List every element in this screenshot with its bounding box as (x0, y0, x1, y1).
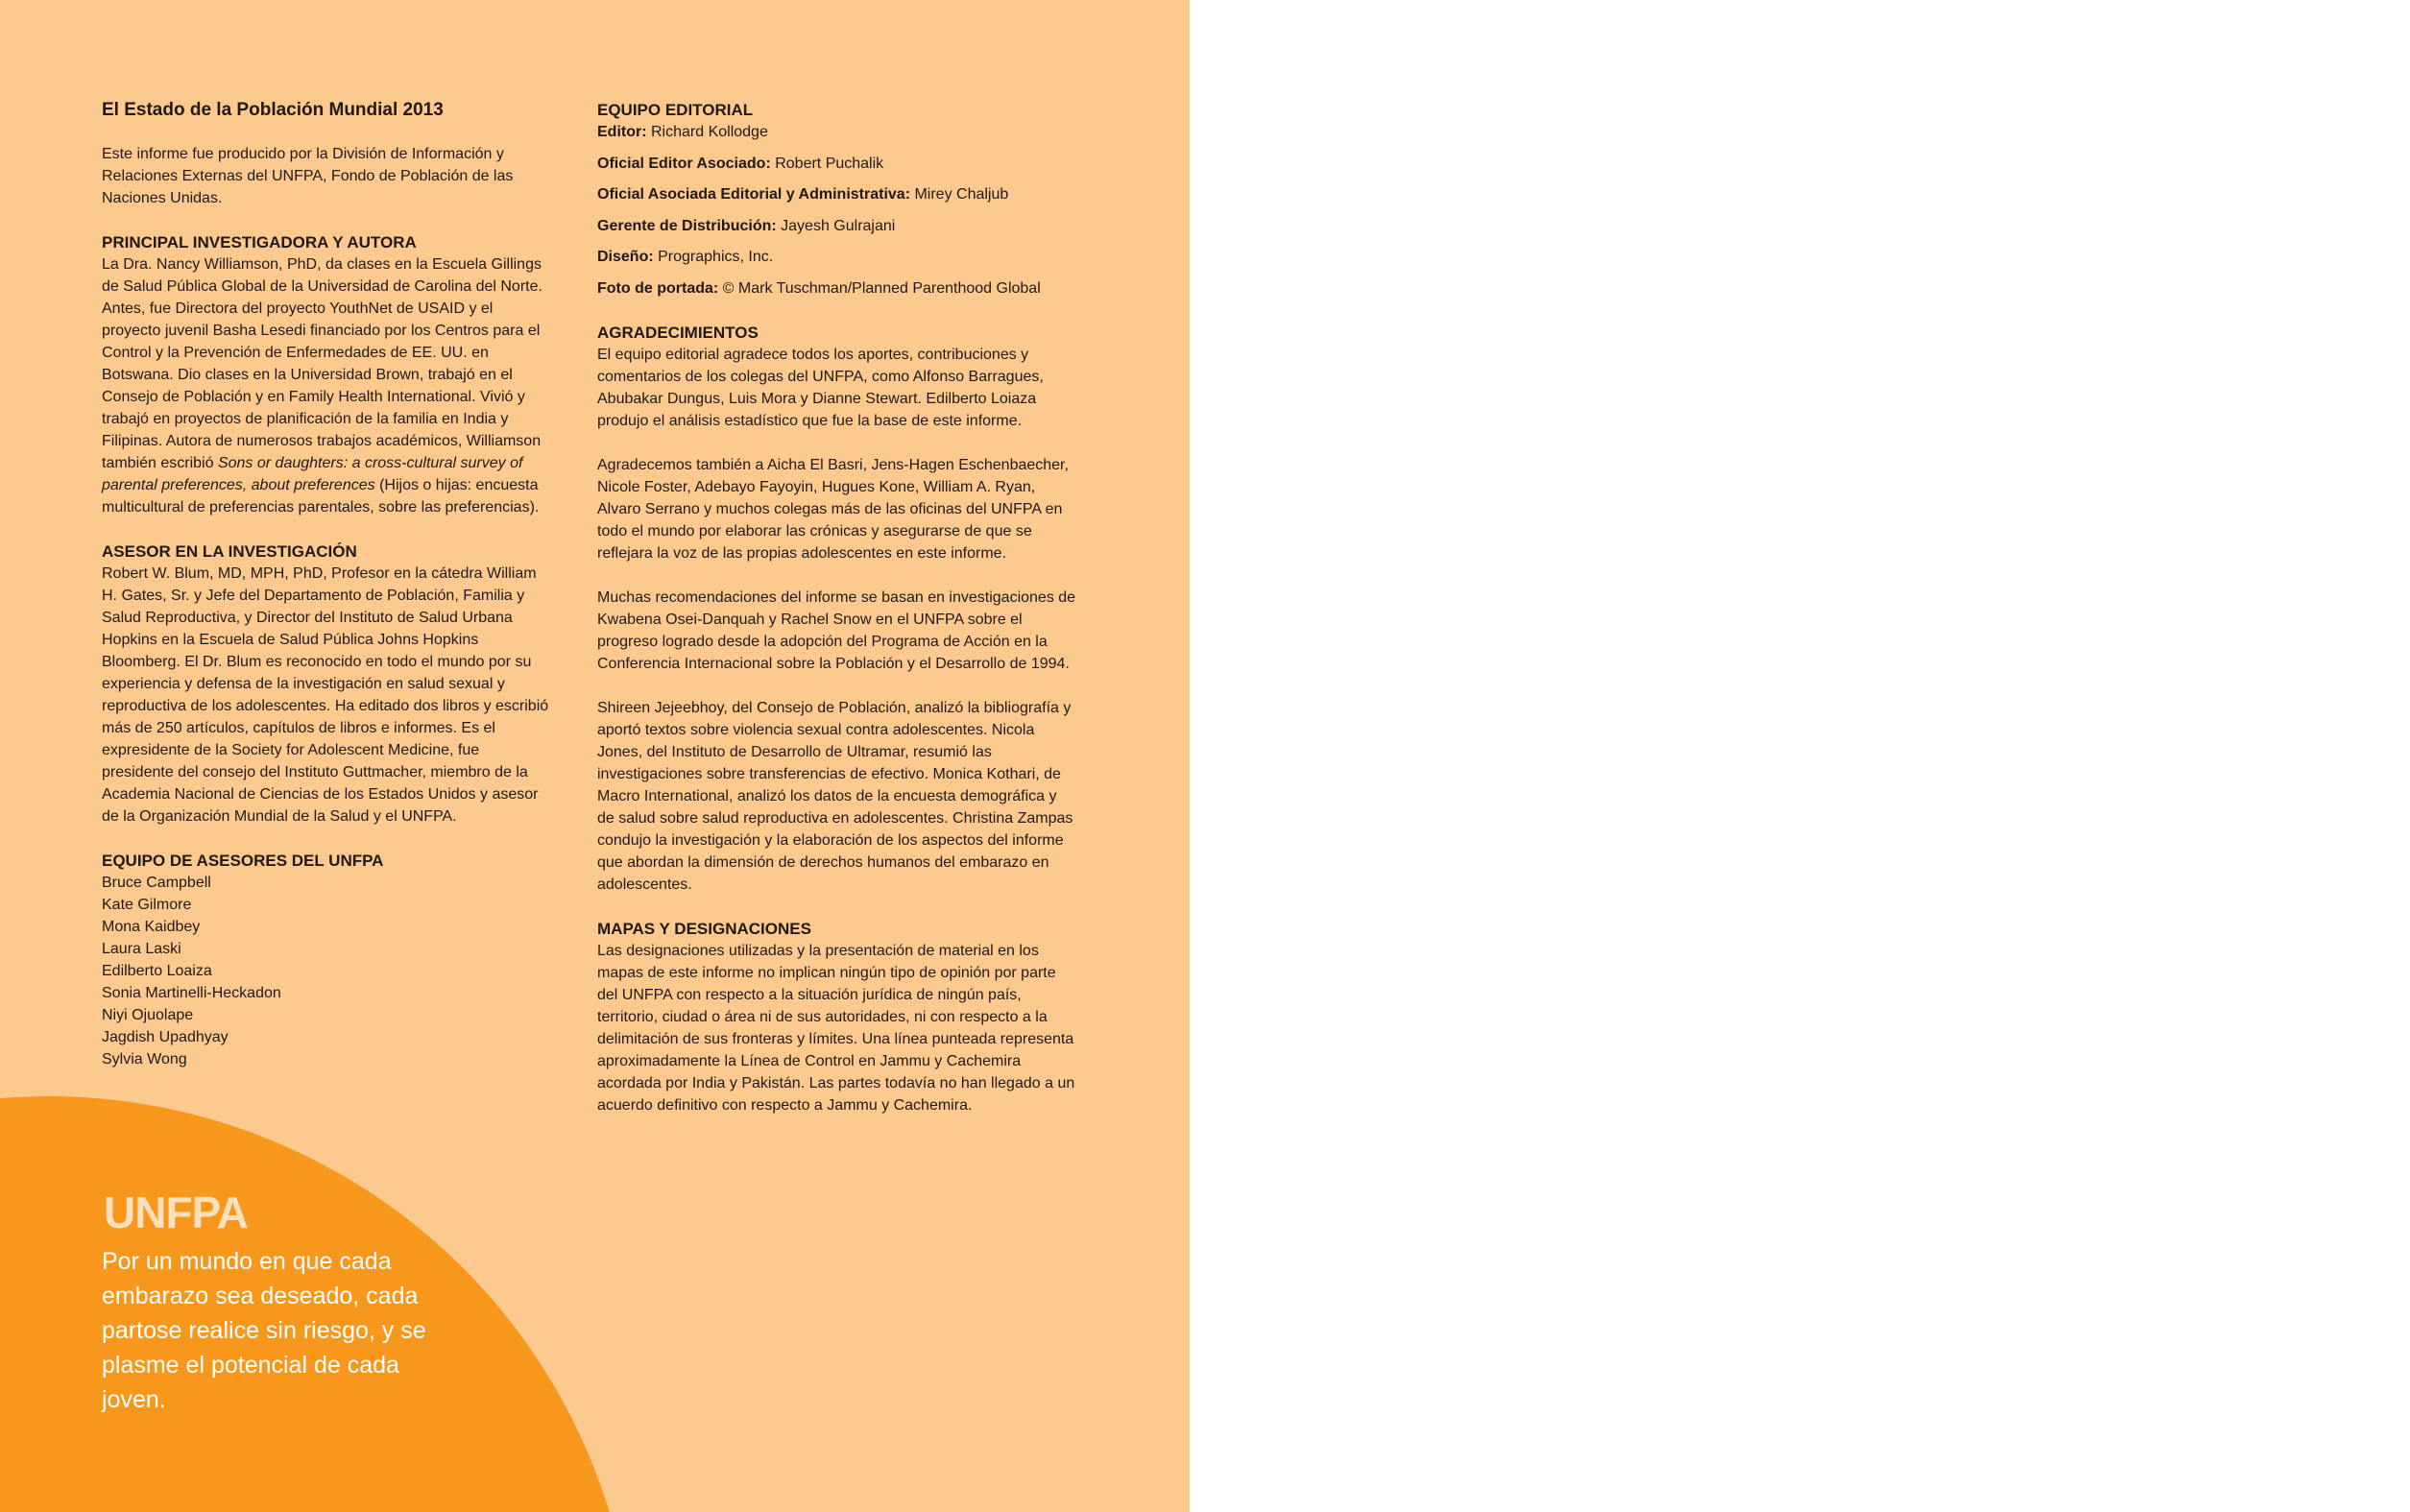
list-item: Jagdish Upadhyay (102, 1029, 229, 1045)
advisors-team-heading: EQUIPO DE ASESORES DEL UNFPA (102, 852, 384, 870)
credit-role: Oficial Asociada Editorial y Administrativa: (597, 186, 911, 203)
credit-line (597, 121, 1077, 143)
credit-line (597, 153, 1077, 175)
advisor-bio: Robert W. Blum, MD, MPH, PhD, Profesor en la cátedra William H. Gates, Sr. y Jefe del Departamento de Población, Familia y Salud Reproductiva, y Director del Instituto de Salud Urbana Hopkins en la Escuela de Salud Pública Johns Hopkins Bloomberg. El Dr. Blum es reconocido en todo el mundo por su experiencia y defensa de la investigación en salud sexual y reproductiva de los adolescentes. Ha editado dos libros y escribió más de 250 artículos, capítulos de libros e informes. Es el expresidente de la Society for Adolescent Medicine, fue presidente del consejo del Instituto Guttmacher, miembro de la Academia Nacional de Ciencias de los Estados Unidos y asesor de la Organización Mundial de la Salud y el UNFPA. (102, 565, 549, 825)
credit-role: Foto de portada: (597, 279, 719, 297)
list-item: Mona Kaidbey (102, 919, 201, 935)
credit-role: Editor: (597, 124, 647, 140)
maps-heading: MAPAS Y DESIGNACIONES (597, 919, 811, 938)
acknowledgements-paragraph: Muchas recomendaciones del informe se basan en investigaciones de Kwabena Osei-Danquah y Rachel Snow en el UNFPA sobre el progreso logrado desde la adopción del Programa de Acción en la Conferencia Internacional sobre la Población y el Desarrollo de 1994. (597, 588, 1076, 672)
credit-line (597, 246, 1077, 268)
intro-text: Este informe fue producido por la División de Información y Relaciones Externas del UNFPA, Fondo de Población de las Naciones Unidas. (102, 146, 514, 206)
list-item: Niyi Ojuolape (102, 1007, 194, 1023)
maps-text: Las designaciones utilizadas y la presentación de material en los mapas de este informe no implican ningún tipo de opinión por parte del UNFPA con respecto a la situación jurídica de ningún país, territorio, ciudad o área ni de sus autoridades, ni con respecto a la delimitación de sus fronteras y límites. Una línea punteada representa aproximadamente la Línea de Control en Jammu y Cachemira acordada por India y Pakistán. Las partes todavía no han llegado a un acuerdo definitivo con respecto a Jammu y Cachemira. (597, 942, 1075, 1114)
advisors-list (102, 872, 553, 1070)
right-column (597, 99, 1077, 1139)
list-item: Sonia Martinelli-Heckadon (102, 985, 281, 1001)
author-heading: PRINCIPAL INVESTIGADORA Y AUTORA (102, 233, 417, 252)
author-bio-end: (Hijos o hijas: encuesta multicultural de preferencias parentales, sobre las preferencias). (102, 477, 540, 516)
acknowledgements-heading: AGRADECIMIENTOS (597, 323, 759, 342)
advisor-heading: ASESOR EN LA INVESTIGACIÓN (102, 542, 357, 561)
editorial-heading: EQUIPO EDITORIAL (597, 101, 754, 119)
editorial-section (597, 99, 1077, 300)
acknowledgements-section (597, 322, 1077, 896)
maps-section (597, 918, 1077, 1116)
author-bio (102, 253, 553, 518)
report-title: El Estado de la Población Mundial 2013 (102, 100, 444, 120)
credit-line (597, 183, 1077, 205)
list-item: Kate Gilmore (102, 897, 192, 913)
credit-line (597, 215, 1077, 237)
intro-section (102, 143, 553, 209)
credit-name: Robert Puchalik (775, 155, 884, 172)
author-bio-text: La Dra. Nancy Williamson, PhD, da clases en la Escuela Gillings de Salud Pública Global de la Universidad de Carolina del Norte. Antes, fue Directora del proyecto YouthNet de USAID y el proyecto juvenil Basha Lesedi financiado por los Centros para el Control y la Prevención de Enfermedades de EE. UU. en Botswana. Dio clases en la Universidad Brown, trabajó en el Consejo de Población y en Family Health International. Vivió y trabajó en proyectos de planificación de la familia en India y Filipinas. Autora de numerosos trabajos académicos, Williamson también escribió (102, 256, 542, 471)
acknowledgements-paragraph: El equipo editorial agradece todos los aportes, contribuciones y comentarios de los colegas del UNFPA, como Alfonso Barragues, Abubakar Dungus, Luis Mora y Dianne Stewart. Edilberto Loiaza produjo el análisis estadístico que fue la base de este informe. (597, 346, 1044, 429)
report-page (0, 0, 1190, 1512)
acknowledgements-paragraph: Shireen Jejeebhoy, del Consejo de Población, analizó la bibliografía y aportó textos sobre violencia sexual contra adolescentes. Nicola Jones, del Instituto de Desarrollo de Ultramar, resumió las investigaciones sobre transferencias de efectivo. Monica Kothari, de Macro International, analizó los datos de la encuesta demográfica y de salud sobre salud reproductiva en adolescentes. Christina Zampas condujo la investigación y la elaboración de los aspectos del informe que abordan la dimensión de derechos humanos del embarazo en adolescentes. (597, 699, 1073, 893)
credit-line (597, 277, 1077, 300)
list-item: Sylvia Wong (102, 1051, 187, 1068)
credit-name: Jayesh Gulrajani (781, 217, 896, 234)
advisors-team-section (102, 850, 553, 1070)
credit-name: Richard Kollodge (651, 124, 768, 140)
advisor-section (102, 540, 553, 828)
credit-name: © Mark Tuschman/Planned Parenthood Global (722, 279, 1041, 297)
mission-statement: Por un mundo en que cada embarazo sea deseado, cada partose realice sin riesgo, y se plasme el potencial de cada joven. (102, 1248, 426, 1413)
list-item: Edilberto Loaiza (102, 963, 212, 979)
credit-name: Mirey Chaljub (914, 186, 1009, 203)
list-item: Laura Laski (102, 941, 181, 957)
credit-role: Oficial Editor Asociado: (597, 155, 771, 172)
credit-name: Prographics, Inc. (658, 249, 774, 265)
acknowledgements-paragraph: Agradecemos también a Aicha El Basri, Jens-Hagen Eschenbaecher, Nicole Foster, Adebayo Fayoyin, Hugues Kone, William A. Ryan, Alvaro Serrano y muchos colegas más de las oficinas del UNFPA en todo el mundo por elaborar las crónicas y asegurarse de que se reflejara la voz de las propias adolescentes en este informe. (597, 456, 1069, 562)
left-column (102, 99, 553, 1092)
credit-role: Gerente de Distribución: (597, 217, 777, 234)
credit-role: Diseño: (597, 249, 654, 265)
unfpa-logo: UNFPA (104, 1188, 249, 1237)
author-section (102, 231, 553, 518)
list-item: Bruce Campbell (102, 875, 211, 891)
author-book-title: Sons or daughters: a cross-cultural survey of parental preferences, about preferences (102, 455, 523, 493)
